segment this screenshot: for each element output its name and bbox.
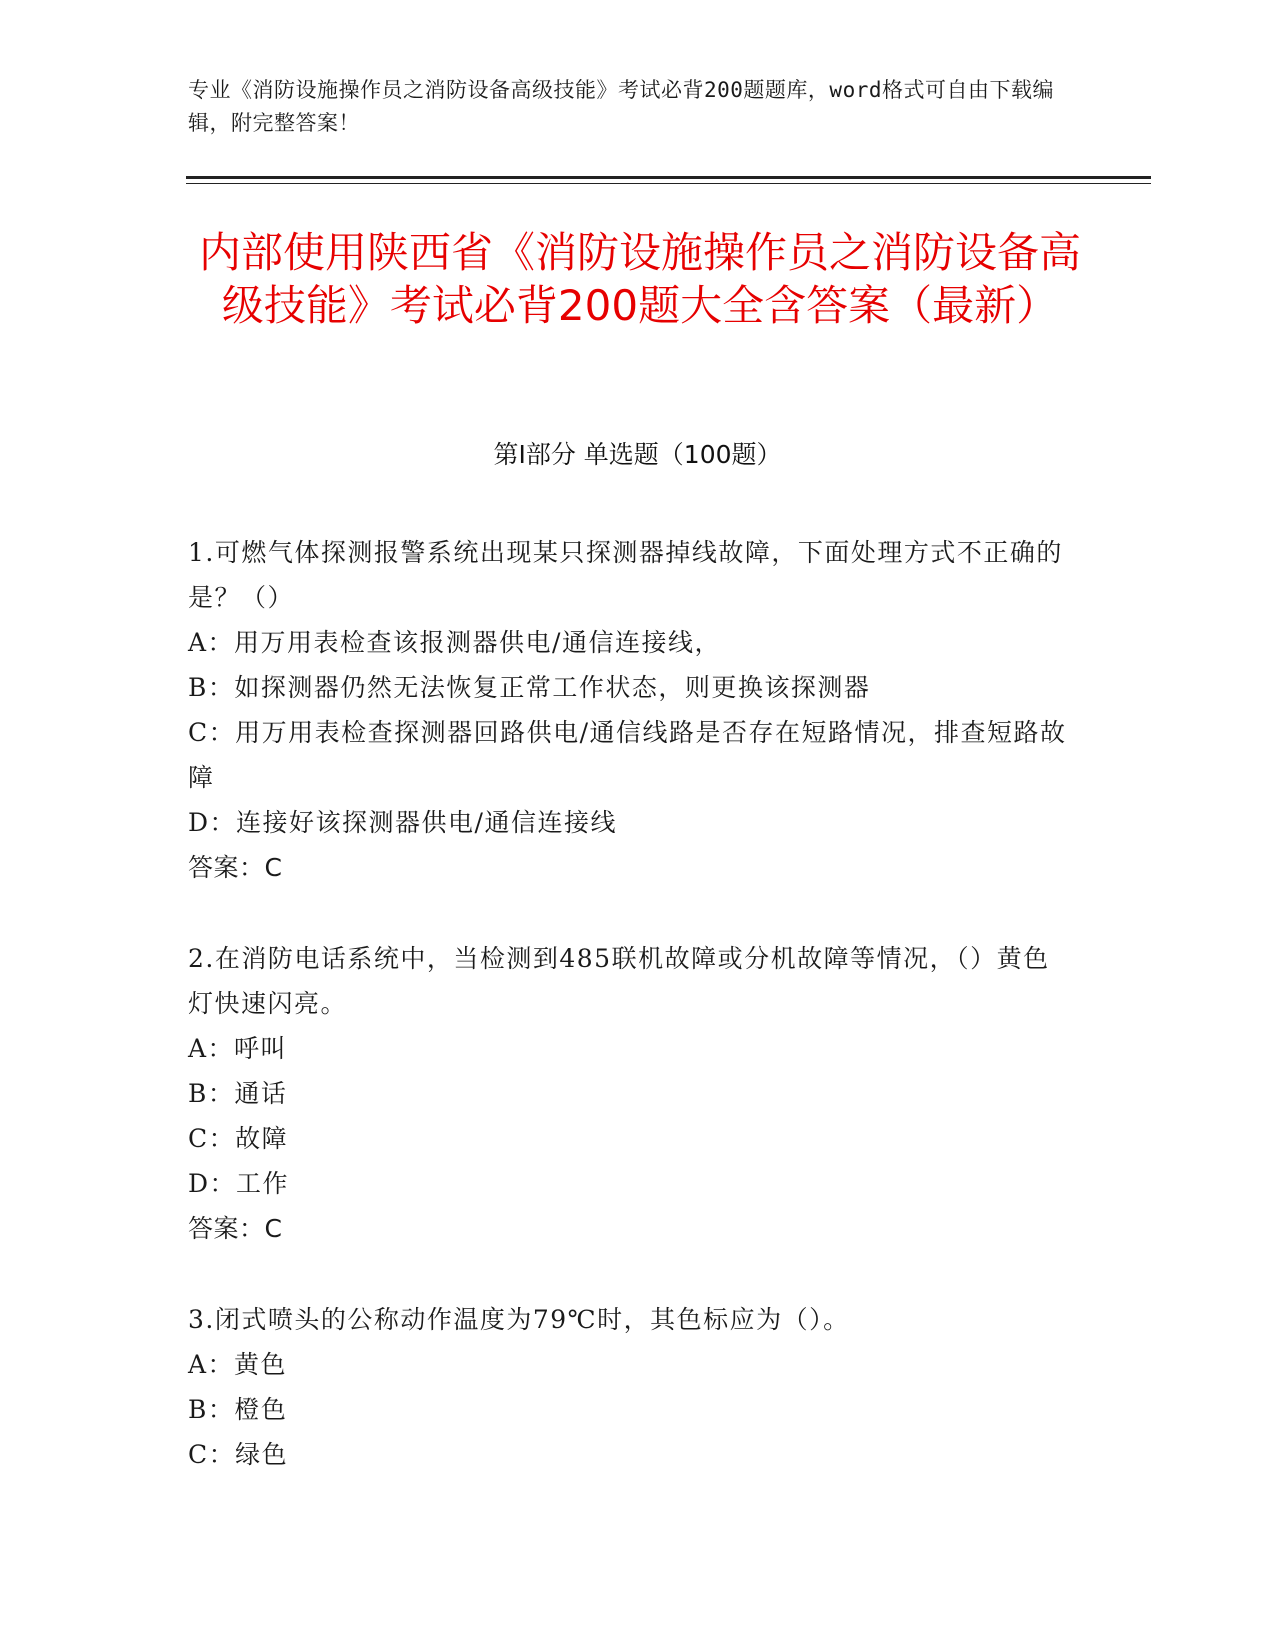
header-note: 专业《消防设施操作员之消防设备高级技能》考试必背200题题库，word格式可自由下载编辑，附完整答案！ (188, 78, 1054, 135)
section-title: 第Ⅰ部分 单选题（100题） (493, 440, 782, 469)
question-list (188, 530, 1068, 1523)
option-c: C：故障 (188, 1124, 289, 1153)
option-a: A：呼叫 (188, 1034, 288, 1063)
option-d: D：连接好该探测器供电/通信连接线 (188, 808, 617, 837)
answer-line: 答案：C (188, 1214, 283, 1243)
question-stem: 2.在消防电话系统中，当检测到485联机故障或分机故障等情况，（）黄色灯快速闪亮。 (188, 944, 1050, 1018)
question-stem: 1.可燃气体探测报警系统出现某只探测器掉线故障，下面处理方式不正确的是？（） (188, 538, 1063, 612)
option-b: B：橙色 (188, 1395, 288, 1424)
option-b: B：如探测器仍然无法恢复正常工作状态，则更换该探测器 (188, 673, 871, 702)
option-c: C：绿色 (188, 1440, 289, 1469)
header-divider-thin (186, 183, 1151, 184)
option-c: C：用万用表检查探测器回路供电/通信线路是否存在短路情况，排查短路故障 (188, 718, 1067, 792)
question-item-3 (188, 1297, 1068, 1477)
header-divider-thick (186, 176, 1151, 179)
option-a: A：用万用表检查该报测器供电/通信连接线， (188, 628, 721, 657)
answer-line: 答案：C (188, 853, 283, 882)
document-title: 内部使用陕西省《消防设施操作员之消防设备高级技能》考试必背200题大全含答案（最新） (198, 228, 1081, 330)
question-item-2 (188, 936, 1068, 1251)
option-a: A：黄色 (188, 1350, 288, 1379)
question-stem: 3.闭式喷头的公称动作温度为79℃时，其色标应为（）。 (188, 1305, 850, 1334)
question-item-1 (188, 530, 1068, 890)
option-b: B：通话 (188, 1079, 288, 1108)
option-d: D：工作 (188, 1169, 290, 1198)
